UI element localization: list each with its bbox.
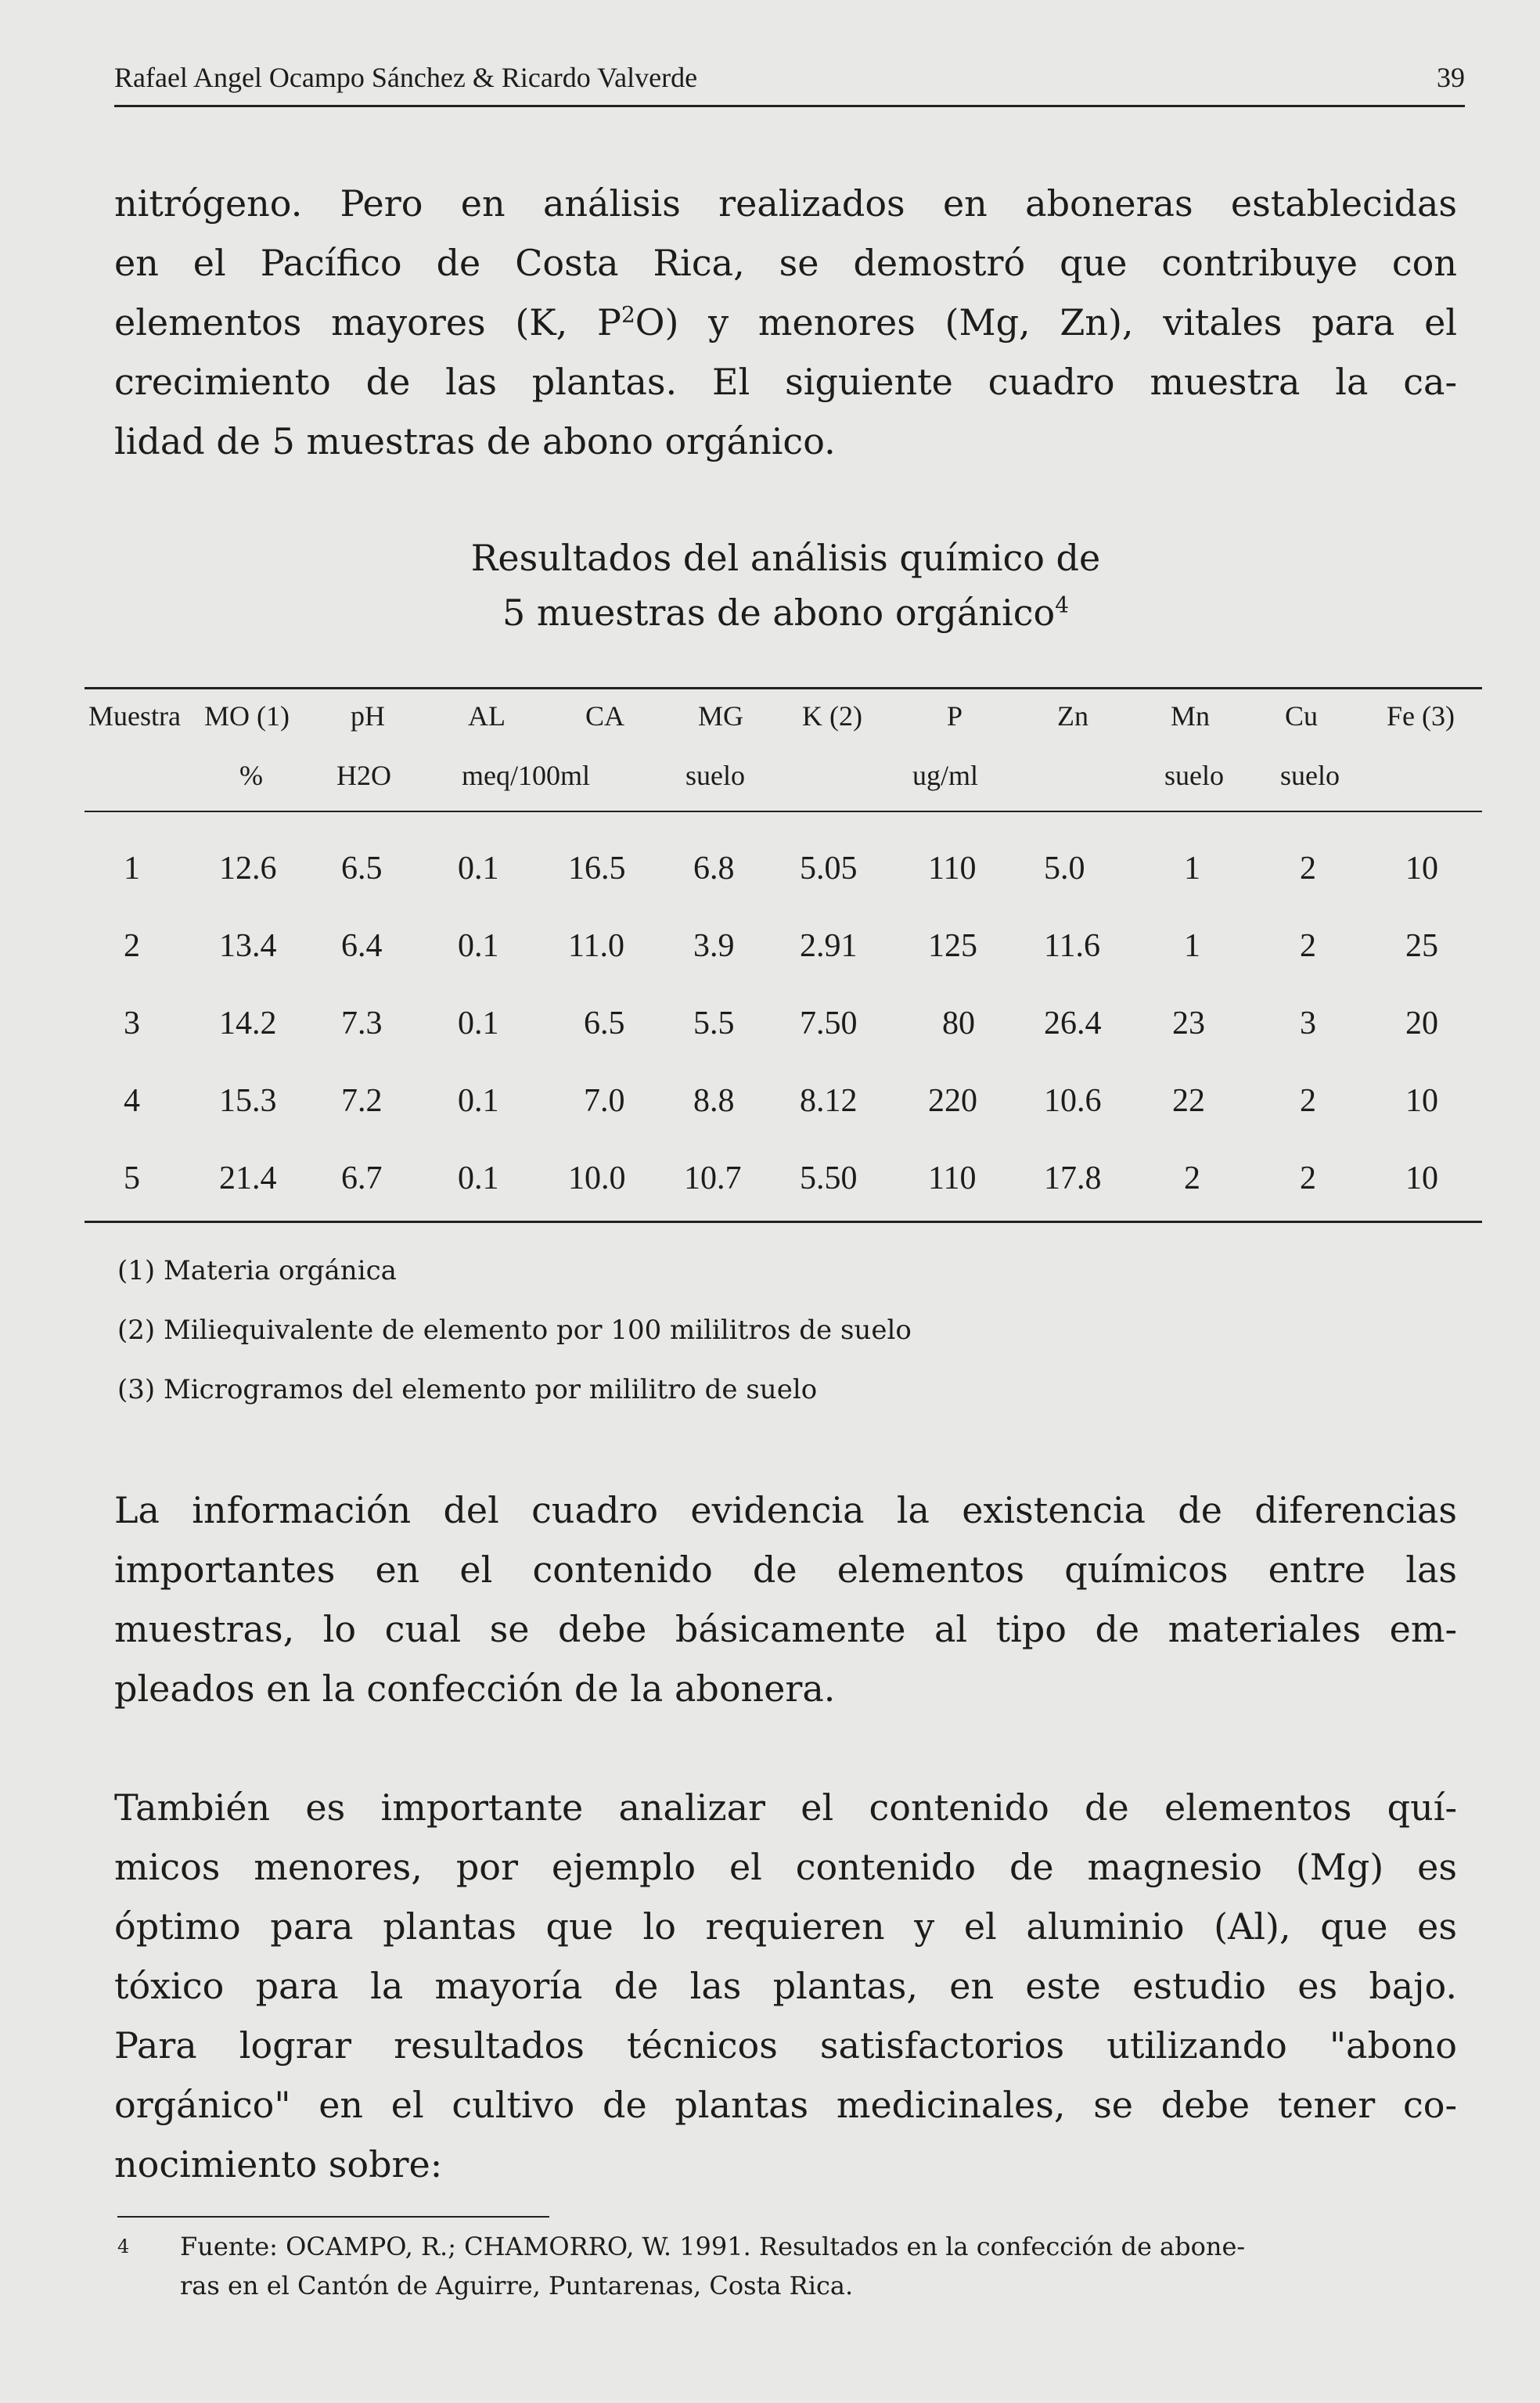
text-line: La información del cuadro evidencia la existencia de diferencias bbox=[114, 1489, 1457, 1531]
text-line: crecimiento de las plantas. El siguiente cuadro muestra la ca- bbox=[114, 361, 1457, 403]
intro-paragraph bbox=[114, 174, 1457, 471]
table-cell: 22 bbox=[1172, 1083, 1205, 1119]
table-cell: 80 bbox=[942, 1005, 975, 1041]
table-cell: 25 bbox=[1405, 928, 1438, 964]
table-caption bbox=[114, 531, 1457, 640]
footnote-line: ras en el Cantón de Aguirre, Puntarenas, Costa Rica. bbox=[180, 2271, 854, 2300]
col-unit: % bbox=[239, 760, 263, 791]
table-cell: 7.2 bbox=[341, 1083, 383, 1119]
table-cell: 5.50 bbox=[800, 1160, 858, 1196]
table-cell: 0.1 bbox=[458, 928, 499, 964]
table-cell: 10 bbox=[1405, 1083, 1438, 1119]
table-cell: 15.3 bbox=[219, 1083, 277, 1119]
table-cell: 3 bbox=[1300, 1005, 1316, 1041]
table-cell: 21.4 bbox=[219, 1160, 277, 1196]
text-line: orgánico" en el cultivo de plantas medicinales, se debe tener co- bbox=[114, 2084, 1457, 2126]
table-cell: 0.1 bbox=[458, 1160, 499, 1196]
table-row bbox=[85, 1005, 1482, 1052]
col-header: Fe (3) bbox=[1387, 700, 1455, 732]
text-line: nitrógeno. Pero en análisis realizados en aboneras establecidas bbox=[114, 182, 1457, 225]
table-cell: 20 bbox=[1405, 1005, 1438, 1041]
table-cell: 10.0 bbox=[568, 1160, 626, 1196]
table-cell: 8.8 bbox=[693, 1083, 735, 1119]
col-header: AL bbox=[468, 700, 506, 732]
table-cell: 11.0 bbox=[568, 928, 624, 964]
table-cell: 11.6 bbox=[1044, 928, 1100, 964]
col-unit: suelo bbox=[685, 760, 745, 791]
table-cell: 2 bbox=[1300, 1083, 1316, 1119]
text-line: óptimo para plantas que lo requieren y el aluminio (Al), que es bbox=[114, 1905, 1457, 1948]
caption-line: 5 muestras de abono orgánico$^4$ bbox=[502, 592, 1070, 634]
running-header bbox=[114, 56, 1465, 103]
footnote-reference: 4 bbox=[1055, 592, 1070, 618]
table-cell: 10.7 bbox=[684, 1160, 742, 1196]
text-line: muestras, lo cual se debe básicamente al tipo de materiales em- bbox=[114, 1608, 1457, 1650]
table-header-row bbox=[85, 700, 1482, 746]
table-cell: 2 bbox=[1300, 851, 1316, 887]
text-line: elementos mayores (K, $P^2O$) y menores (Mg, Zn), vitales para el bbox=[114, 301, 1457, 344]
table-cell: 26.4 bbox=[1044, 1005, 1102, 1041]
col-header: MO (1) bbox=[204, 700, 290, 732]
table-cell: 2 bbox=[1184, 1160, 1200, 1196]
table-cell: 0.1 bbox=[458, 1005, 499, 1041]
table-cell: 1 bbox=[1184, 928, 1200, 964]
table-cell: 12.6 bbox=[219, 851, 277, 887]
table-cell: 16.5 bbox=[568, 851, 626, 887]
paragraph bbox=[114, 1778, 1457, 2194]
text-line: tóxico para la mayoría de las plantas, en este estudio es bajo. bbox=[114, 1965, 1457, 2007]
table-cell: 2 bbox=[124, 928, 140, 964]
table-cell: 6.7 bbox=[341, 1160, 383, 1196]
col-header: CA bbox=[585, 700, 625, 732]
text-line: micos menores, por ejemplo el contenido de magnesio (Mg) es bbox=[114, 1846, 1457, 1888]
table-cell: 7.0 bbox=[584, 1083, 625, 1119]
col-unit: ug/ml bbox=[912, 760, 979, 791]
col-header: Muestra bbox=[88, 700, 181, 732]
table-cell: 2 bbox=[1300, 928, 1316, 964]
text-line: lidad de 5 muestras de abono orgánico. bbox=[114, 420, 836, 462]
table-cell: 5 bbox=[124, 1160, 140, 1196]
table-cell: 6.8 bbox=[693, 851, 735, 887]
table-cell: 4 bbox=[124, 1083, 140, 1119]
table-cell: 125 bbox=[928, 928, 977, 964]
table-top-rule bbox=[85, 687, 1482, 689]
table-cell: 220 bbox=[928, 1083, 977, 1119]
col-unit: suelo bbox=[1280, 760, 1340, 791]
paragraph bbox=[114, 1480, 1457, 1718]
table-row bbox=[85, 850, 1482, 897]
text-line: También es importante analizar el contenido de elementos quí- bbox=[114, 1786, 1457, 1829]
table-cell: 5.5 bbox=[693, 1005, 735, 1041]
table-cell: 8.12 bbox=[800, 1083, 858, 1119]
table-header-rule bbox=[85, 811, 1482, 812]
col-header: K (2) bbox=[802, 700, 862, 732]
table-cell: 7.3 bbox=[341, 1005, 383, 1041]
table-row bbox=[85, 1082, 1482, 1129]
table-cell: 3 bbox=[124, 1005, 140, 1041]
table-cell: 5.0 bbox=[1044, 851, 1085, 887]
col-header: Cu bbox=[1285, 700, 1319, 732]
table-cell: 17.8 bbox=[1044, 1160, 1102, 1196]
text-line: pleados en la confección de la abonera. bbox=[114, 1667, 836, 1710]
text-line: importantes en el contenido de elementos químicos entre las bbox=[114, 1549, 1457, 1591]
table-note: (2) Miliequivalente de elemento por 100 mililitros de suelo bbox=[117, 1315, 912, 1346]
footnote-rule bbox=[117, 2216, 549, 2218]
header-rule bbox=[114, 105, 1465, 107]
table-bottom-rule bbox=[85, 1221, 1482, 1223]
table-cell: 7.50 bbox=[800, 1005, 858, 1041]
table-cell: 6.4 bbox=[341, 928, 383, 964]
table-cell: 6.5 bbox=[584, 1005, 625, 1041]
table-cell: 1 bbox=[1184, 851, 1200, 887]
table-row bbox=[85, 1160, 1482, 1207]
table-cell: 14.2 bbox=[219, 1005, 277, 1041]
caption-line: Resultados del análisis químico de bbox=[470, 537, 1101, 579]
col-unit: meq/100ml bbox=[462, 760, 590, 791]
table-cell: 110 bbox=[928, 851, 977, 887]
col-unit: H2O bbox=[336, 760, 391, 791]
col-unit: suelo bbox=[1164, 760, 1224, 791]
text-line: en el Pacífico de Costa Rica, se demostró que contribuye con bbox=[114, 242, 1457, 284]
table-cell: 1 bbox=[124, 851, 140, 887]
table-cell: 10 bbox=[1405, 851, 1438, 887]
table-cell: 2.91 bbox=[800, 928, 858, 964]
col-header: Mn bbox=[1171, 700, 1211, 732]
table-cell: 10.6 bbox=[1044, 1083, 1102, 1119]
table-cell: 110 bbox=[928, 1160, 977, 1196]
table-note: (3) Microgramos del elemento por mililitro de suelo bbox=[117, 1374, 818, 1405]
table-cell: 6.5 bbox=[341, 851, 383, 887]
table-cell: 23 bbox=[1172, 1005, 1205, 1041]
table-cell: 0.1 bbox=[458, 1083, 499, 1119]
footnote-mark: 4 bbox=[117, 2236, 130, 2257]
table-cell: 3.9 bbox=[693, 928, 735, 964]
table-units-row bbox=[85, 759, 1482, 806]
col-header: Zn bbox=[1057, 700, 1088, 732]
table-note: (1) Materia orgánica bbox=[117, 1255, 397, 1286]
superscript: 2 bbox=[621, 301, 635, 328]
text-line: nocimiento sobre: bbox=[114, 2143, 443, 2185]
col-header: MG bbox=[698, 700, 744, 732]
col-header: pH bbox=[351, 700, 385, 732]
table-cell: 0.1 bbox=[458, 851, 499, 887]
table-row bbox=[85, 927, 1482, 974]
header-author: Rafael Angel Ocampo Sánchez & Ricardo Valverde bbox=[114, 62, 698, 93]
footnote-line: Fuente: OCAMPO, R.; CHAMORRO, W. 1991. Resultados en la confección de abone- bbox=[180, 2232, 1246, 2261]
table-cell: 5.05 bbox=[800, 851, 858, 887]
table-cell: 13.4 bbox=[219, 928, 277, 964]
table-cell: 2 bbox=[1300, 1160, 1316, 1196]
col-header: P bbox=[947, 700, 963, 732]
text-line: Para lograr resultados técnicos satisfactorios utilizando "abono bbox=[114, 2024, 1457, 2067]
table-cell: 10 bbox=[1405, 1160, 1438, 1196]
page-number: 39 bbox=[1437, 62, 1465, 93]
